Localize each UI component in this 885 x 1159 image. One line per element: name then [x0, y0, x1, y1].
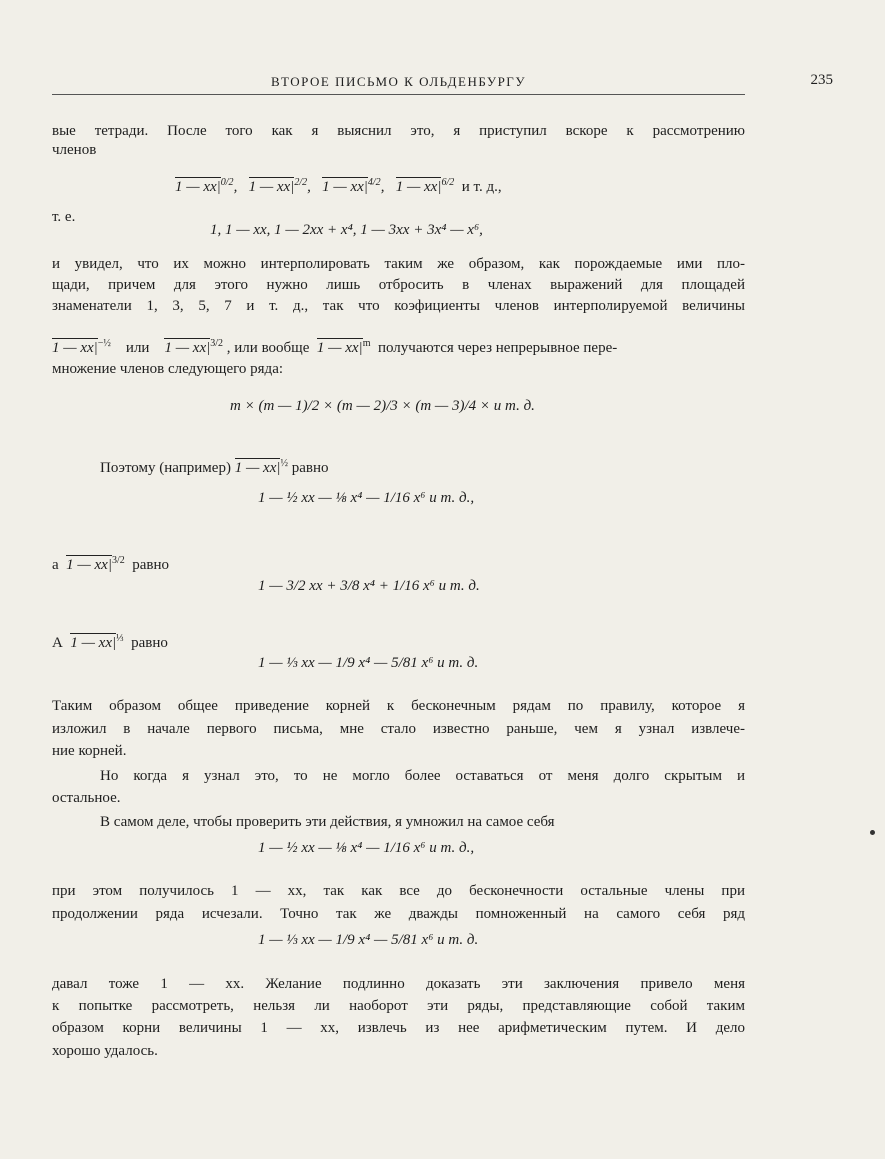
text-fragment: равно — [132, 557, 170, 573]
formula-term: 1 — xx| — [175, 179, 221, 195]
formula-exponent: 2/2 — [294, 177, 308, 188]
text-line: членов — [52, 142, 97, 158]
text-line: к попытке рассмотреть, нельзя ли наоборот эти ряды, представляющие собой таким — [52, 998, 745, 1014]
text-fragment: а — [52, 557, 59, 573]
text-line: образом корни величины 1 — xx, извлечь из нее арифметическим путем. И дело — [52, 1020, 745, 1036]
formula-term: 1 — xx| — [248, 179, 295, 195]
text-line: при этом получилось 1 — xx, так как все до бесконечности остальные члены при — [52, 883, 745, 899]
text-line: вые тетради. После того как я выяснил это, я приступил вскоре к рассмотрению — [52, 123, 745, 139]
formula-etc: и т. д., — [461, 179, 502, 195]
text-line-mixed: А 1 — $xx|^{\frac{1}{3}}$ равно — [52, 633, 168, 651]
text-line: ние корней. — [52, 743, 127, 759]
text-line: изложил в начале первого письма, мне стало известно раньше, чем я узнал извлече- — [52, 721, 745, 737]
page-number: 235 — [810, 72, 833, 88]
text-line: щади, причем для этого нужно лишь отбросить в членах выражений для площадей — [52, 277, 745, 293]
text-line: Таким образом общее приведение корней к бесконечным рядам по правилу, которое я — [52, 698, 745, 714]
formula-exponent: 0/2 — [220, 177, 234, 188]
text-fragment: , или вообще — [226, 340, 310, 356]
text-fragment: получаются через непрерывное пере- — [377, 340, 618, 356]
text-line: давал тоже 1 — xx. Желание подлинно доказать эти заключения привело меня — [52, 976, 745, 992]
formula-three-half: 1 — 3/2 xx + 3/8 x⁴ + 1/16 x⁶ и т. д. — [258, 578, 480, 594]
text-line: продолжении ряда исчезали. Точно так же дважды помноженный на самого себя ряд — [52, 906, 745, 922]
text-line: остальное. — [52, 790, 121, 806]
text-fragment: равно — [131, 635, 168, 651]
text-line: Но когда я узнал это, то не могло более оставаться от меня долго скрытым и — [100, 768, 745, 784]
margin-speck — [870, 830, 875, 835]
text-line: знаменатели 1, 3, 5, 7 и т. д., так что коэфициенты членов интерполируемой величины — [52, 298, 745, 314]
page-header — [52, 72, 833, 95]
formula-exponent: 6/2 — [441, 177, 455, 188]
text-line: т. е. — [52, 209, 76, 225]
formula-third: 1 — ⅓ xx — 1/9 x⁴ — 5/81 x⁶ и т. д. — [258, 655, 479, 671]
text-fragment: равно — [291, 460, 329, 476]
formula-series: m × (m — 1)/2 × (m — 2)/3 × (m — 3)/4 × и т. д. — [230, 398, 535, 414]
text-line-mixed: 1 — $xx|^{-\frac{1}{2}}$ или 1 — $xx|^{3/2}$ , или вообще 1 — $xx|^m$ получаются через непрерывное пере- — [52, 338, 618, 356]
formula-exponent: 4/2 — [367, 177, 381, 188]
text-line-mixed: а 1 — $xx|^{3/2}$ равно — [52, 555, 170, 573]
text-line: хорошо удалось. — [52, 1043, 158, 1059]
text-line: множение членов следующего ряда: — [52, 361, 284, 377]
text-fragment: Поэтому (например) — [100, 460, 231, 476]
text-line: В самом деле, чтобы проверить эти действия, я умножил на самое себя — [100, 814, 555, 830]
running-head: ВТОРОЕ ПИСЬМО К ОЛЬДЕНБУРГУ — [270, 74, 527, 89]
formula-third-repeat: 1 — ⅓ xx — 1/9 x⁴ — 5/81 x⁶ и т. д. — [258, 932, 479, 948]
text-line-mixed: Поэтому (например) 1 — $xx|^{\frac{1}{2}}$ равно — [100, 458, 329, 476]
text-fragment: А — [52, 635, 63, 651]
formula-term: 1 — xx| — [322, 179, 368, 195]
formula-members: 1 — $xx|^{0/2}$, 1 — $xx|^{2/2}$, 1 — $xx|^{4/2}$, 1 — $xx|^{6/2}$ и т. д., — [175, 177, 502, 195]
formula-half: 1 — ½ xx — ⅛ x⁴ — 1/16 x⁶ и т. д., — [258, 490, 475, 506]
formula-half-repeat: 1 — ½ xx — ⅛ x⁴ — 1/16 x⁶ и т. д., — [258, 840, 475, 856]
text-fragment: или — [125, 340, 150, 356]
formula-expanded: 1, 1 — xx, 1 — 2xx + x⁴, 1 — 3xx + 3x⁴ — x⁶, — [210, 222, 483, 238]
formula-term: 1 — xx| — [395, 179, 442, 195]
text-line: и увидел, что их можно интерполировать таким же образом, как порождаемые ими пло- — [52, 256, 745, 272]
